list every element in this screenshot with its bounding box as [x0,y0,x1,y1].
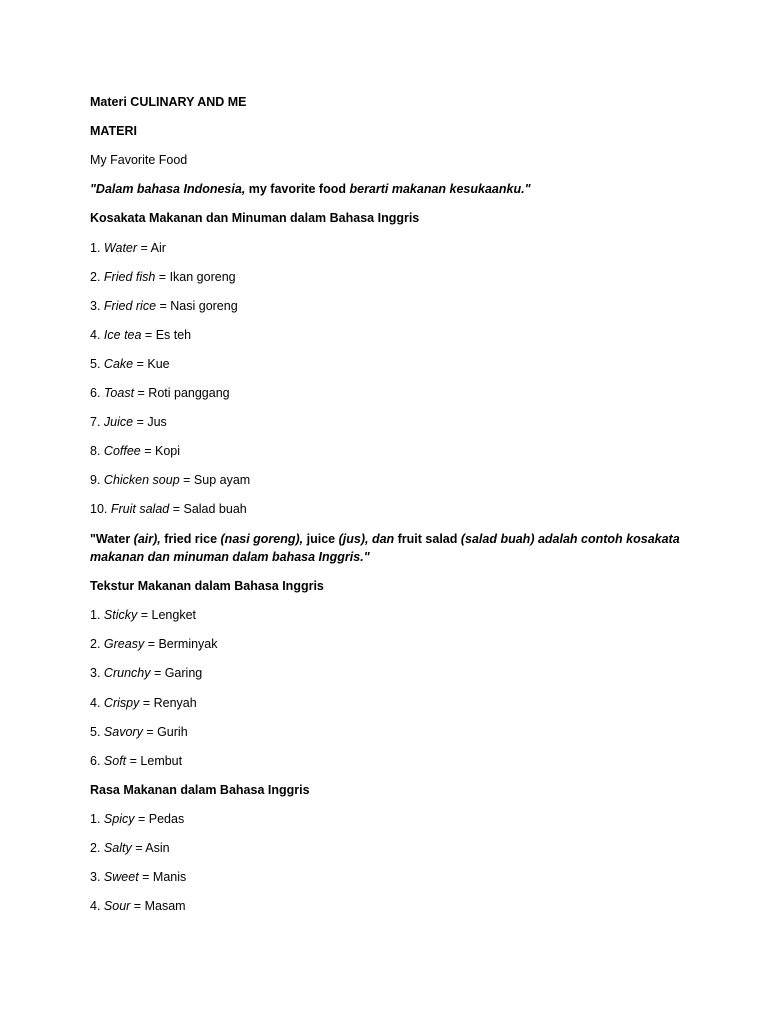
taste-heading: Rasa Makanan dalam Bahasa Inggris [90,783,310,797]
item-number: 2. [90,270,101,284]
item-number: 1. [90,241,101,255]
item-english: Crunchy [103,666,151,680]
item-indonesian: = Ikan goreng [155,270,236,284]
item-number: 4. [90,696,101,710]
item-english: Sour [103,899,131,913]
item-number: 9. [90,473,101,487]
item-number: 5. [90,357,101,371]
item-english: Chicken soup [103,473,180,487]
quote-part: (nasi goreng), [220,532,304,546]
vocab-heading: Kosakata Makanan dan Minuman dalam Bahasa Inggris [90,211,420,225]
list-item [90,414,167,430]
list-item [90,724,188,740]
item-number: 4. [90,899,101,913]
list-item [90,501,247,517]
item-indonesian: = Manis [138,870,187,884]
item-english: Ice tea [103,328,142,342]
item-english: Fruit salad [110,502,170,516]
list-item [90,443,180,459]
list-item [90,356,170,372]
item-number: 6. [90,386,101,400]
item-number: 3. [90,666,101,680]
item-indonesian: = Kopi [140,444,181,458]
item-indonesian: = Salad buah [169,502,247,516]
list-item [90,240,166,256]
list-item [90,636,218,652]
list-item [90,385,230,401]
item-number: 1. [90,812,101,826]
item-indonesian: = Roti panggang [134,386,230,400]
item-number: 10. [90,502,108,516]
list-item [90,753,182,769]
item-number: 2. [90,637,101,651]
list-item [90,840,170,856]
quote-part: fried rice [160,532,221,546]
item-number: 6. [90,754,101,768]
item-english: Sweet [103,870,139,884]
list-item [90,472,250,488]
item-english: Salty [103,841,132,855]
item-indonesian: = Masam [130,899,186,913]
item-english: Greasy [103,637,145,651]
quote-close: berarti makanan kesukaanku." [349,182,531,196]
quote-part: (air), [133,532,161,546]
item-indonesian: = Renyah [139,696,197,710]
item-number: 4. [90,328,101,342]
item-number: 8. [90,444,101,458]
list-item [90,869,186,885]
item-english: Toast [103,386,135,400]
item-indonesian: = Air [137,241,166,255]
item-indonesian: = Nasi goreng [156,299,238,313]
item-english: Coffee [103,444,141,458]
quote-part: juice [303,532,339,546]
item-english: Fried fish [103,270,156,284]
item-indonesian: = Lengket [137,608,196,622]
quote-vocab-example [90,530,680,566]
item-english: Water [103,241,138,255]
item-number: 2. [90,841,101,855]
quote-open: "Dalam bahasa Indonesia, [90,182,246,196]
item-english: Fried rice [103,299,157,313]
quote-part: (jus), dan [338,532,395,546]
quote-part: fruit salad [394,532,461,546]
list-item [90,269,236,285]
list-item [90,811,184,827]
list-item [90,695,197,711]
quote-favorite-food [90,181,531,197]
item-english: Soft [103,754,127,768]
section-label: MATERI [90,124,137,138]
item-indonesian: = Sup ayam [179,473,251,487]
item-number: 3. [90,299,101,313]
item-number: 5. [90,725,101,739]
item-english: Savory [103,725,143,739]
list-item [90,665,202,681]
subtitle: My Favorite Food [90,153,188,167]
texture-heading: Tekstur Makanan dalam Bahasa Inggris [90,579,324,593]
item-english: Crispy [103,696,140,710]
item-indonesian: = Asin [131,841,170,855]
list-item [90,898,186,914]
item-indonesian: = Jus [133,415,167,429]
item-number: 3. [90,870,101,884]
list-item [90,298,238,314]
quote-part: "Water [90,532,134,546]
item-english: Cake [103,357,134,371]
quote-part: (salad buah) adalah contoh kosakata makanan dan minuman dalam bahasa Inggris." [90,532,680,564]
item-number: 1. [90,608,101,622]
item-indonesian: = Kue [133,357,170,371]
document-title: Materi CULINARY AND ME [90,95,247,109]
item-indonesian: = Gurih [142,725,188,739]
item-indonesian: = Garing [150,666,203,680]
item-indonesian: = Pedas [134,812,185,826]
item-indonesian: = Berminyak [144,637,218,651]
item-number: 7. [90,415,101,429]
quote-mid: my favorite food [245,182,350,196]
item-indonesian: = Lembut [126,754,183,768]
list-item [90,607,196,623]
item-indonesian: = Es teh [141,328,192,342]
item-english: Spicy [103,812,135,826]
list-item [90,327,191,343]
item-english: Sticky [103,608,138,622]
item-english: Juice [103,415,134,429]
